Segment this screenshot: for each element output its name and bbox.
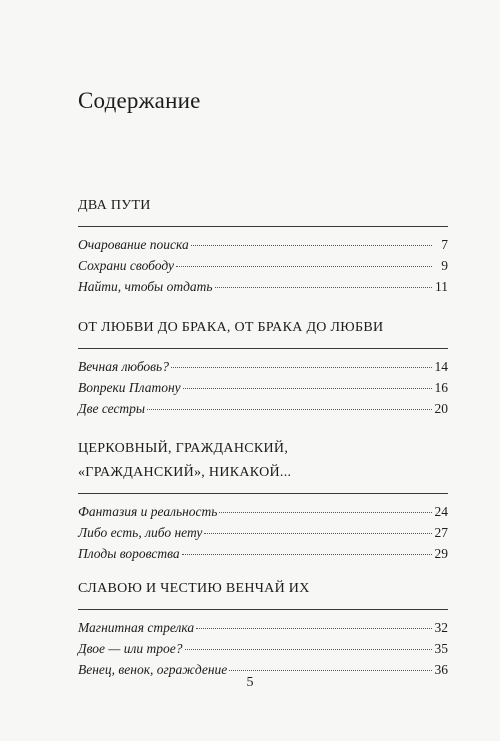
entry-page-number: 32: [434, 620, 448, 635]
entry-page-number: 29: [434, 546, 448, 561]
entry-title: Вопреки Платону: [78, 380, 181, 395]
entry-title: Две сестры: [78, 401, 146, 416]
toc-entry-list: [78, 359, 448, 422]
entry-title: Сохрани свободу: [78, 258, 174, 273]
section-divider: [78, 226, 448, 227]
toc-entry[interactable]: [78, 258, 448, 279]
toc-entry-list: [78, 237, 448, 300]
toc-entry-list: [78, 504, 448, 567]
entry-title: Магнитная стрелка: [78, 620, 195, 635]
toc-section-ot-lyubvi: [78, 316, 448, 422]
section-heading: ЦЕРКОВНЫЙ, ГРАЖДАНСКИЙ, «ГРАЖДАНСКИЙ», НИКАКОЙ...: [78, 441, 292, 480]
dot-leader: [215, 287, 432, 288]
entry-page-number: 20: [434, 401, 448, 416]
entry-page-number: 11: [435, 279, 448, 294]
dot-leader: [191, 245, 432, 246]
section-divider: [78, 609, 448, 610]
page-number: 5: [246, 675, 254, 690]
entry-page-number: 9: [441, 258, 448, 273]
dot-leader: [196, 628, 432, 629]
dot-leader: [147, 409, 432, 410]
entry-page-number: 36: [434, 662, 448, 677]
toc-entry[interactable]: [78, 504, 448, 525]
toc-entry-list: [78, 620, 448, 683]
entry-title: Плоды воровства: [78, 546, 180, 561]
entry-page-number: 35: [434, 641, 448, 656]
toc-section-tserkovny: [78, 437, 448, 567]
page-title: Содержание: [78, 88, 201, 113]
section-divider: [78, 348, 448, 349]
entry-page-number: 16: [434, 380, 448, 395]
dot-leader: [182, 554, 432, 555]
toc-entry[interactable]: [78, 401, 448, 422]
dot-leader: [185, 649, 432, 650]
entry-page-number: 27: [434, 525, 448, 540]
entry-page-number: 14: [434, 359, 448, 374]
toc-section-dva-puti: [78, 194, 448, 300]
entry-title: Двое — или трое?: [78, 641, 183, 656]
section-heading: ОТ ЛЮБВИ ДО БРАКА, ОТ БРАКА ДО ЛЮБВИ: [78, 320, 384, 335]
section-heading: ДВА ПУТИ: [78, 198, 151, 213]
dot-leader: [183, 388, 432, 389]
entry-title: Либо есть, либо нету: [78, 525, 203, 540]
dot-leader: [229, 670, 432, 671]
toc-entry[interactable]: [78, 237, 448, 258]
toc-entry[interactable]: [78, 641, 448, 662]
dot-leader: [204, 533, 432, 534]
toc-entry[interactable]: [78, 380, 448, 401]
dot-leader: [171, 367, 432, 368]
entry-title: Найти, чтобы отдать: [78, 279, 213, 294]
section-heading: СЛАВОЮ И ЧЕСТИЮ ВЕНЧАЙ ИХ: [78, 581, 310, 596]
toc-entry[interactable]: [78, 620, 448, 641]
toc-entry[interactable]: [78, 525, 448, 546]
toc-entry[interactable]: [78, 279, 448, 300]
entry-title: Очарование поиска: [78, 237, 189, 252]
dot-leader: [176, 266, 432, 267]
entry-title: Вечная любовь?: [78, 359, 169, 374]
entry-title: Венец, венок, ограждение: [78, 662, 228, 677]
toc-section-slavoyu: [78, 577, 448, 683]
entry-title: Фантазия и реальность: [78, 504, 218, 519]
section-divider: [78, 493, 448, 494]
toc-entry[interactable]: [78, 546, 448, 567]
entry-page-number: 24: [434, 504, 448, 519]
dot-leader: [219, 512, 432, 513]
entry-page-number: 7: [441, 237, 448, 252]
toc-entry[interactable]: [78, 359, 448, 380]
